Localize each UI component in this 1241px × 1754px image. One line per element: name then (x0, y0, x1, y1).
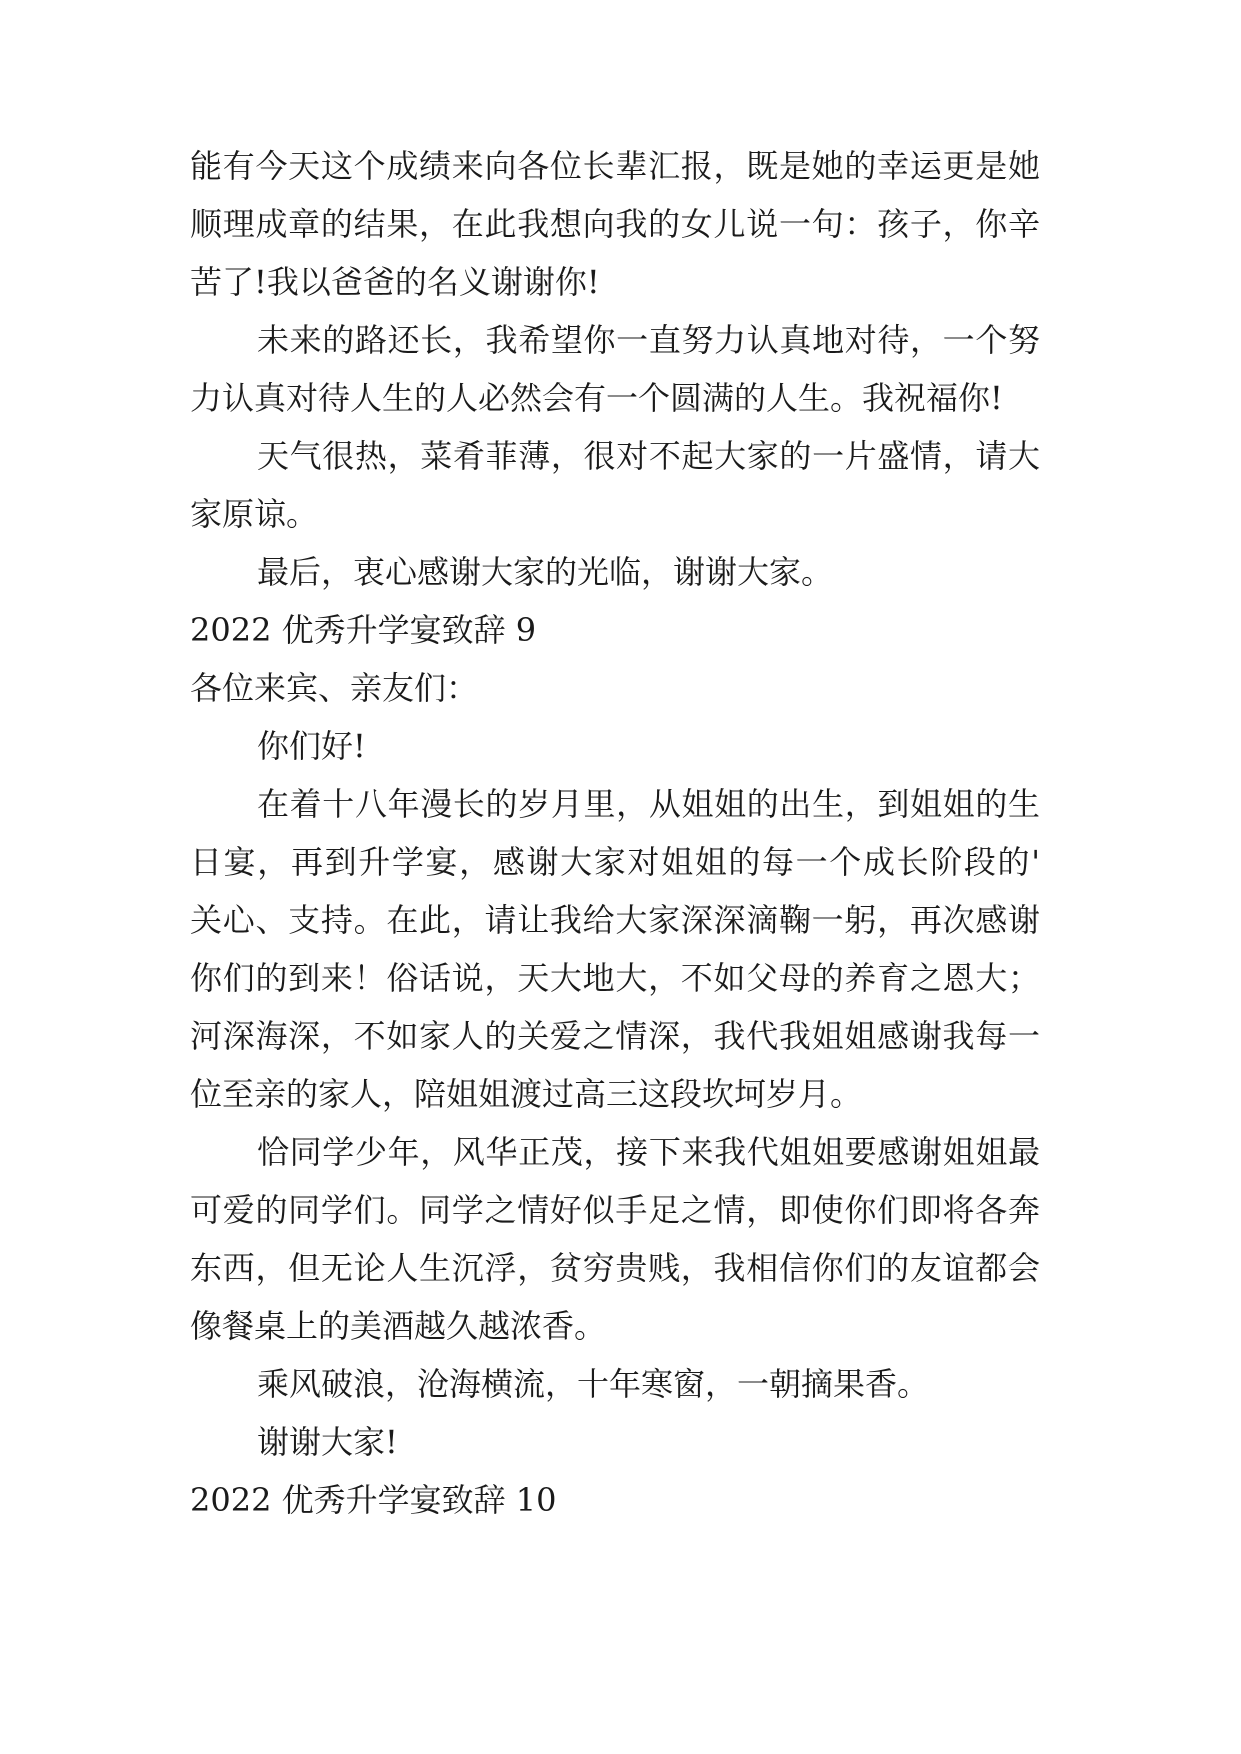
paragraph-line: 最后，衷心感谢大家的光临，谢谢大家。 (257, 553, 834, 591)
salutation: 各位来宾、亲友们： (190, 669, 479, 707)
paragraph-line: 在着十八年漫长的岁月里，从姐姐的出生，到姐姐的生 (257, 785, 1040, 823)
paragraph-line: 东西，但无论人生沉浮，贫穷贵贱，我相信你们的友谊都会 (190, 1249, 1040, 1287)
section-heading: 2022 优秀升学宴致辞 9 (190, 611, 537, 649)
paragraph-line: 苦了!我以爸爸的名义谢谢你! (190, 263, 600, 301)
paragraph-line: 你们的到来！俗话说，天大地大，不如父母的养育之恩大； (190, 959, 1040, 997)
paragraph-line: 乘风破浪，沧海横流，十年寒窗，一朝摘果香。 (257, 1365, 930, 1403)
paragraph-line: 可爱的同学们。同学之情好似手足之情，即使你们即将各奔 (190, 1191, 1040, 1229)
section-heading: 2022 优秀升学宴致辞 10 (190, 1481, 557, 1519)
greeting: 你们好! (257, 727, 366, 765)
paragraph-line: 恰同学少年，风华正茂，接下来我代姐姐要感谢姐姐最 (257, 1133, 1040, 1171)
closing-line: 谢谢大家! (257, 1423, 398, 1461)
paragraph-line: 能有今天这个成绩来向各位长辈汇报，既是她的幸运更是她 (190, 147, 1040, 185)
paragraph-line: 位至亲的家人，陪姐姐渡过高三这段坎坷岁月。 (190, 1075, 863, 1113)
paragraph-line: 天气很热，菜肴菲薄，很对不起大家的一片盛情，请大 (257, 437, 1040, 475)
paragraph-line: 未来的路还长，我希望你一直努力认真地对待，一个努 (257, 321, 1040, 359)
paragraph-line: 河深海深，不如家人的关爱之情深，我代我姐姐感谢我每一 (190, 1017, 1040, 1055)
paragraph-line: 像餐桌上的美酒越久越浓香。 (190, 1307, 607, 1345)
paragraph-line: 力认真对待人生的人必然会有一个圆满的人生。我祝福你! (190, 379, 1003, 417)
paragraph-line: 家原谅。 (190, 495, 319, 533)
paragraph-line: 顺理成章的结果，在此我想向我的女儿说一句：孩子，你辛 (190, 205, 1040, 243)
paragraph-line: 日宴，再到升学宴，感谢大家对姐姐的每一个成长阶段的' (190, 843, 1040, 881)
paragraph-line: 关心、支持。在此，请让我给大家深深滴鞠一躬，再次感谢 (190, 901, 1040, 939)
